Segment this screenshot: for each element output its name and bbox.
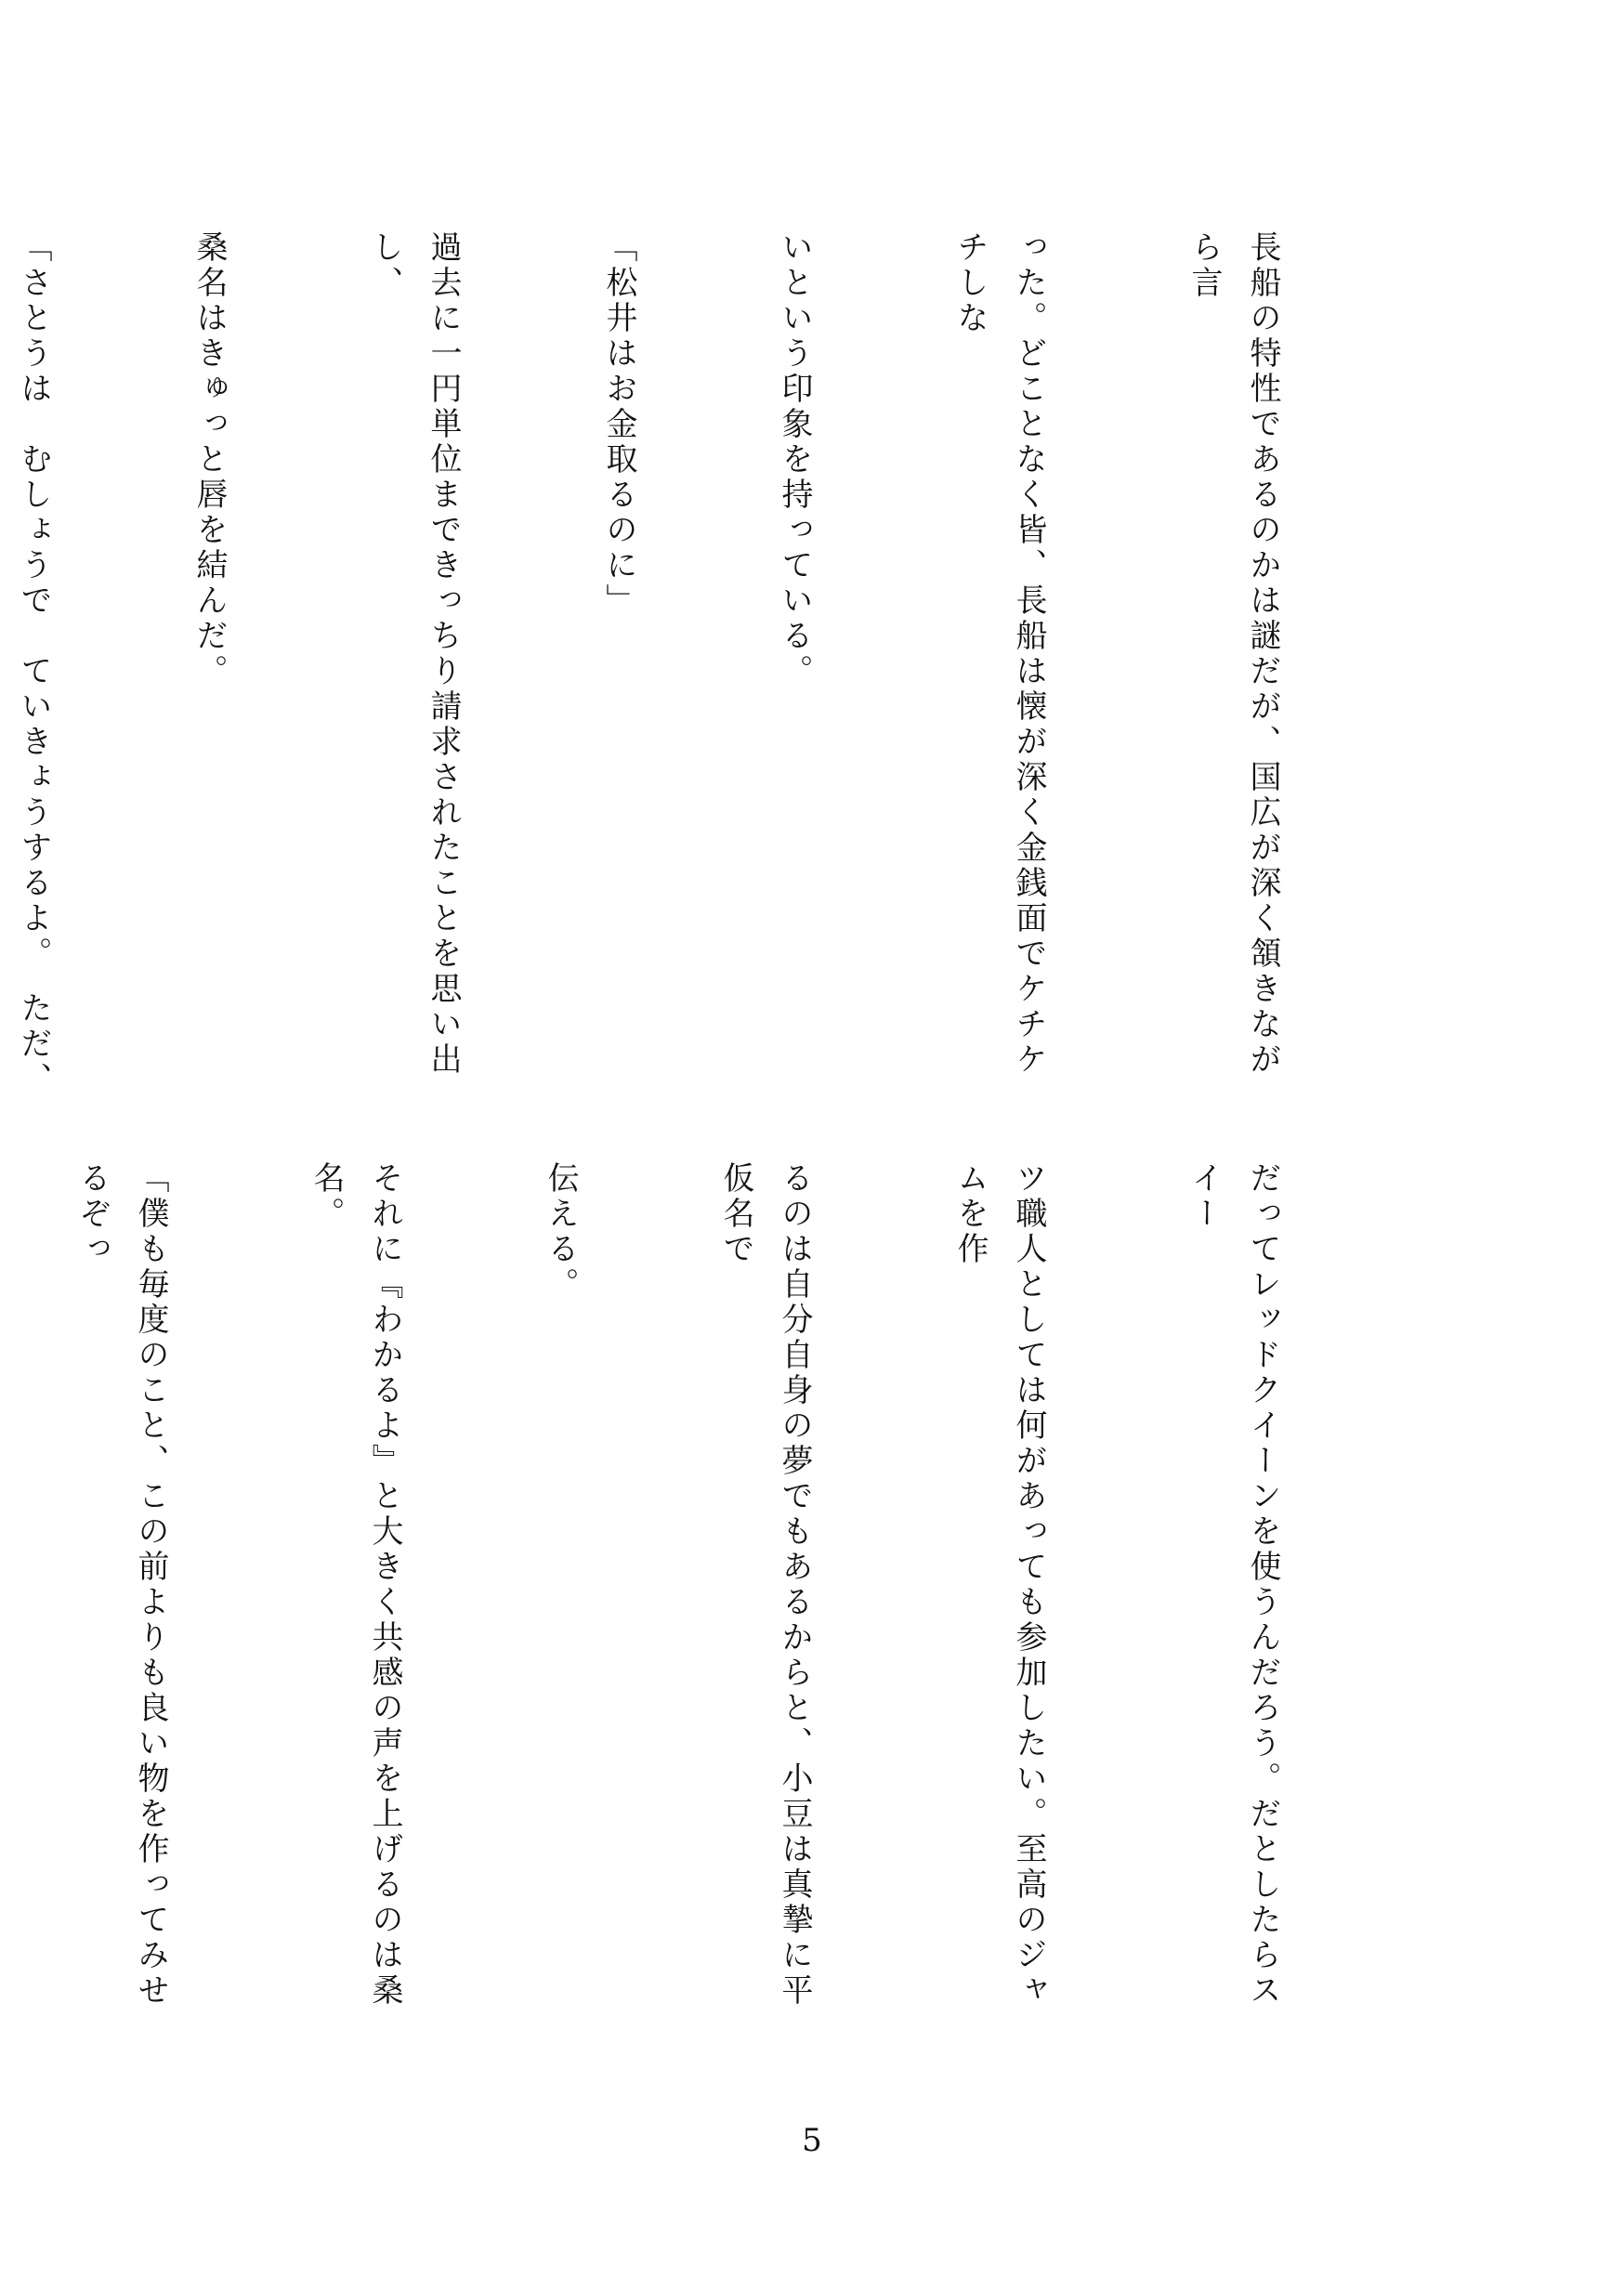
text-line: るのは自分自身の夢でもあるからと、小豆は真摯に平仮名で [717, 1161, 813, 2009]
text-line: った。どことなく皆、長船は懐が深く金銭面でケチケチしな [951, 230, 1047, 1078]
text-line: ツ職人としては何があっても参加したい。至高のジャムを作 [951, 1161, 1047, 2009]
text-line: それに『わかるよ』と大きく共感の声を上げるのは桑名。 [308, 1161, 403, 2009]
text-line: 長船の特性であるのかは謎だが、国広が深く頷きながら言 [1185, 230, 1281, 1078]
text-line: 桑名はきゅっと唇を結んだ。 [190, 230, 228, 689]
bottom-text-block [73, 1161, 1408, 2035]
text-line: 「さとうは むしょうで ていきょうするよ。 ただ、 [15, 230, 52, 1081]
text-line: 伝える。 [542, 1161, 579, 1303]
text-line: 「僕も毎度のこと、この前よりも良い物を作ってみせるぞっ [73, 1161, 169, 2009]
text-line: 「松井はお金取るのに」 [600, 230, 637, 619]
text-line: だってレッドクイーンを使うんだろう。だとしたらスイー [1185, 1161, 1281, 2009]
top-text-block [15, 230, 1408, 1104]
text-line: 過去に一円単位まできっちり請求されたことを思い出し、 [366, 230, 462, 1078]
page-number: 5 [802, 2122, 822, 2159]
text-line: いという印象を持っている。 [776, 230, 813, 689]
